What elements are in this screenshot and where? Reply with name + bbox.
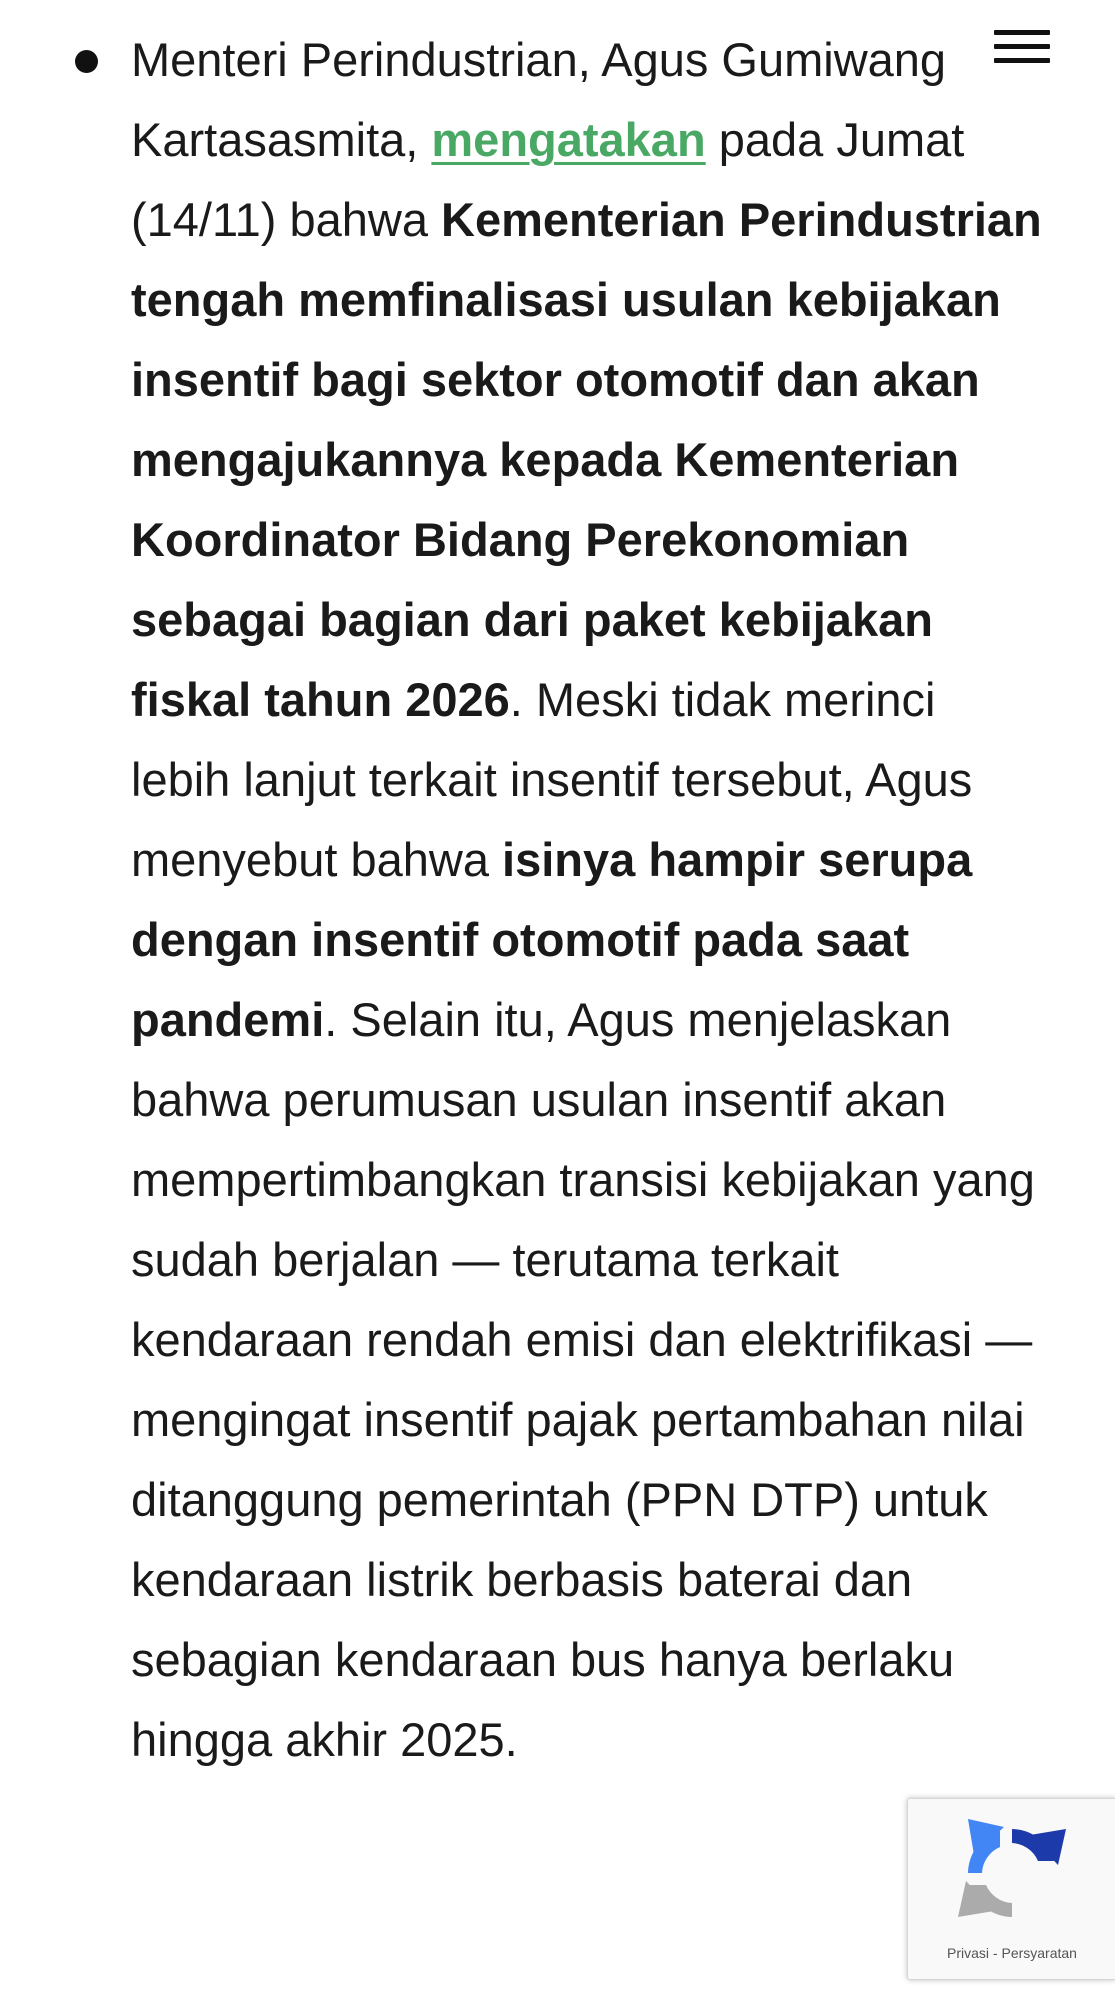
bullet-icon <box>75 50 98 73</box>
list-item <box>0 20 1115 1780</box>
terms-link[interactable]: Persyaratan <box>1001 1945 1077 1961</box>
text-segment: . Selain itu, Agus menjelaskan bahwa perumusan usulan insentif akan mempertimbangkan transisi kebijakan yang sudah berjalan — terutama terkait kendaraan rendah emisi dan elektrifikasi — mengingat insentif pajak pertambahan nilai ditanggung pemerintah (PPN DTP) untuk kendaraan listrik berbasis baterai dan sebagian kendaraan bus hanya berlaku hingga akhir 2025. <box>131 993 1035 1766</box>
bold-highlight: isinya hampir serupa dengan insentif otomotif pada saat pandemi <box>131 833 973 1046</box>
text-segment: pada Jumat (14/11) bahwa <box>131 113 965 246</box>
bold-highlight: Kementerian Perindustrian tengah memfinalisasi usulan kebijakan insentif bagi sektor otomotif dan akan mengajukannya kepada Kementerian Koordinator Bidang Perekonomian sebagai bagian dari paket kebijakan fiskal tahun 2026 <box>131 193 1042 726</box>
article-content <box>0 20 1115 1780</box>
paragraph-text <box>131 33 1042 1766</box>
recaptcha-logo-icon <box>954 1815 1070 1936</box>
privacy-link[interactable]: Privasi <box>947 1945 990 1961</box>
recaptcha-badge[interactable] <box>907 1798 1115 1980</box>
link-separator: - <box>989 1945 1002 1961</box>
source-link[interactable]: mengatakan <box>431 113 706 166</box>
text-segment: . Meski tidak merinci lebih lanjut terkait insentif tersebut, Agus menyebut bahwa <box>131 673 973 886</box>
recaptcha-links <box>908 1945 1115 1961</box>
text-segment: Menteri Perindustrian, Agus Gumiwang Kartasasmita, <box>131 33 947 166</box>
